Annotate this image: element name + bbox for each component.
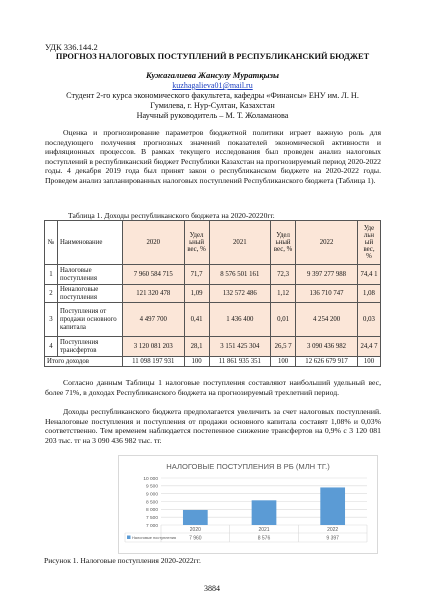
legend-swatch	[127, 536, 131, 540]
page-number: 3884	[204, 584, 220, 593]
table-cell: 3 151 425 304	[209, 337, 271, 357]
table-cell: 2	[45, 285, 58, 303]
table-header-cell: 2021	[209, 221, 271, 265]
table-caption: Таблица 1. Доходы республиканского бюджета на 2020-20220гг.	[68, 211, 275, 220]
affiliation-line: Студент 2-го курса экономического факультета, кафедры «Финансы» ЕНУ им. Л. Н.	[66, 91, 359, 100]
chart-bar	[252, 500, 277, 525]
table-cell: 3 090 436 982	[296, 337, 358, 357]
chart-bar	[183, 510, 208, 525]
table-header-cell: №	[45, 221, 58, 265]
table-cell: 7 960 584 715	[123, 265, 185, 285]
table-cell: 3 120 081 203	[123, 337, 185, 357]
legend-label: Налоговые поступления	[132, 535, 177, 541]
article-title: ПРОГНОЗ НАЛОГОВЫХ ПОСТУПЛЕНИЙ В РЕСПУБЛИКАНСКИЙ БЮДЖЕТ	[55, 52, 370, 61]
table-cell: 9 397 277 988	[296, 265, 358, 285]
affiliation	[45, 91, 380, 121]
table-cell: 132 572 486	[209, 285, 271, 303]
table-row	[45, 303, 381, 337]
data-value-label: 7 960	[189, 535, 202, 542]
paragraph-forecast: Доходы республиканского бюджета предполагается увеличить за счет налоговых поступлений. Неналоговые поступления и поступления от продажи основного капитала составят 1,08% и 0,03% соответственно. Тем временем наблюдается постепенное снижение трансфертов на 0,9% с 3 120 081 203 тыс. тг на 3 090 436 982 тыс. тг.	[45, 407, 381, 445]
table-cell: 1,08	[358, 285, 381, 303]
table-cell: 136 710 747	[296, 285, 358, 303]
table-cell: 100	[358, 357, 381, 367]
table-cell: 11 861 935 351	[209, 357, 271, 367]
paragraph-intro: Оценка и прогнозирование параметров бюджетной политики играет важную роль для последующего получения прогнозных значений показателей экономической активности и инфляционных процессов. В рамках текущего исследования был проведен анализ налоговых поступлений в республиканский бюджет Республики Казахстан на прогнозируемый период 2020-2022 годы. 4 декабря 2019 года был принят закон о республиканском бюджете на 2020-2022 годы. Проведем анализ запланированных налоговых поступлений Республиканского бюджета (Таблица 1).	[45, 128, 381, 185]
y-tick-label: 9 000	[145, 492, 158, 498]
table-cell: 8 576 501 161	[209, 265, 271, 285]
x-category-label: 2021	[258, 527, 270, 533]
chart-canvas	[119, 456, 377, 553]
table-cell: 28,1	[184, 337, 209, 357]
x-category-label: 2020	[189, 527, 201, 533]
y-tick-label: 8 000	[145, 508, 158, 514]
table-cell: 0,01	[271, 303, 296, 337]
table-header-cell: 2022	[296, 221, 358, 265]
table-cell: Поступления от продажи основного капитала	[58, 303, 123, 337]
table-cell: 3	[45, 303, 58, 337]
table-cell: 1,12	[271, 285, 296, 303]
affiliation-line: Гумилева, г. Нур-Султан, Казахстан	[150, 101, 275, 110]
tax-revenue-chart	[118, 455, 378, 554]
table-cell: 121 320 478	[123, 285, 185, 303]
table-cell: 0,03	[358, 303, 381, 337]
chart-title: НАЛОГОВЫЕ ПОСТУПЛЕНИЯ В РБ (МЛН ТГ.)	[166, 462, 330, 471]
table-cell: 100	[184, 357, 209, 367]
table-cell: 26,5 7	[271, 337, 296, 357]
x-category-label: 2022	[327, 527, 339, 533]
data-value-label: 8 576	[257, 535, 271, 542]
table-cell: Неналоговые поступления	[58, 285, 123, 303]
table-cell: 11 098 197 931	[123, 357, 185, 367]
table-cell: Поступления трансфертов	[58, 337, 123, 357]
data-value-label: 9 397	[326, 535, 339, 542]
author-email-link[interactable]: kuzhagalieva01@mail.ru	[172, 81, 253, 90]
table-cell: 0,41	[184, 303, 209, 337]
table-cell: Налоговые поступления	[58, 265, 123, 285]
table-header-cell: Удел ьный вес, %	[184, 221, 209, 265]
table-cell: 72,3	[271, 265, 296, 285]
table-row	[45, 337, 381, 357]
udk-code: УДК 336.144.2	[45, 42, 98, 52]
table-header-cell: Наименование	[58, 221, 123, 265]
supervisor: Научный руководитель – М. Т. Жоламанова	[136, 111, 289, 120]
y-tick-label: 7 500	[145, 515, 158, 521]
y-tick-label: 7 000	[145, 523, 158, 529]
table-cell: 100	[271, 357, 296, 367]
table-cell: 74,4 1	[358, 265, 381, 285]
figure-caption: Рисунок 1. Налоговые поступления 2020-2022гг.	[44, 556, 201, 565]
y-tick-label: 9 500	[145, 484, 158, 490]
table-cell: 24,4 7	[358, 337, 381, 357]
table-row	[45, 265, 381, 285]
table-cell: 4	[45, 337, 58, 357]
paragraph-analysis: Согласно данным Таблицы 1 налоговые поступления составляют наибольший удельный вес, более 71%, в доходах Республиканского бюджета на прогнозируемый трехлетний период.	[45, 378, 381, 397]
table-header-row	[45, 221, 381, 265]
y-tick-label: 8 500	[145, 500, 158, 506]
chart-bar	[320, 487, 345, 525]
table-cell: 4 254 200	[296, 303, 358, 337]
table-total-row	[45, 357, 381, 367]
table-cell: 71,7	[184, 265, 209, 285]
table-cell: 4 497 700	[123, 303, 185, 337]
table-cell: 12 626 679 917	[296, 357, 358, 367]
y-tick-label: 10 000	[143, 476, 158, 482]
author-name: Кужагалиева Жансулу Муратқызы	[146, 70, 279, 80]
table-header-cell: 2020	[123, 221, 185, 265]
table-header-cell: Уде льн ый вес, %	[358, 221, 381, 265]
table-cell: 1	[45, 265, 58, 285]
table-cell: 1,09	[184, 285, 209, 303]
table-header-cell: Удел ьный вес, %	[271, 221, 296, 265]
table-cell: 1 436 400	[209, 303, 271, 337]
table-cell: Итого доходов	[45, 357, 123, 367]
revenue-table	[44, 220, 381, 367]
table-row	[45, 285, 381, 303]
